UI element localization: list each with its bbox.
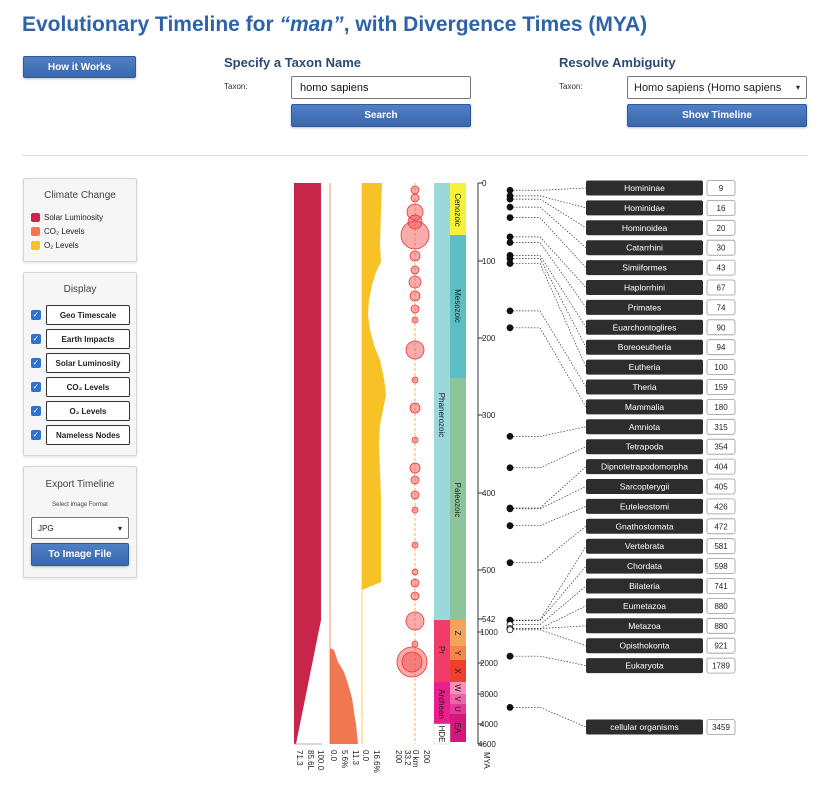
- impact-marker: [406, 612, 424, 630]
- taxon-row[interactable]: [586, 220, 735, 235]
- eon-label-proterozoic: Pr: [437, 646, 446, 654]
- toggle-earth-impacts[interactable]: Earth Impacts: [46, 329, 130, 349]
- taxon-row[interactable]: [586, 499, 735, 514]
- impact-marker: [412, 377, 418, 383]
- impact-marker: [412, 569, 418, 575]
- taxon-row[interactable]: [586, 280, 735, 295]
- taxon-connector: [510, 328, 586, 407]
- taxon-time: 100: [714, 363, 728, 373]
- taxon-row[interactable]: [586, 598, 735, 613]
- checkbox-co2-levels[interactable]: ✓: [32, 382, 40, 391]
- period-label-w: W: [453, 684, 462, 692]
- impact-marker: [412, 507, 418, 513]
- taxon-node[interactable]: [507, 240, 513, 246]
- chevron-down-icon: ▾: [117, 523, 122, 533]
- impact-marker: [412, 317, 418, 323]
- taxon-connector: [510, 255, 586, 327]
- taxon-node[interactable]: [507, 187, 513, 193]
- taxon-row[interactable]: [586, 638, 735, 653]
- taxon-name: Hominoidea: [621, 222, 668, 233]
- impact-tick-label: 33.2: [403, 750, 412, 766]
- taxon-node[interactable]: [507, 704, 513, 710]
- taxon-connector: [510, 566, 586, 620]
- taxon-time: 921: [714, 641, 728, 651]
- checkbox-earth-impacts[interactable]: ✓: [32, 334, 40, 343]
- taxon-time: 9: [718, 184, 724, 193]
- taxon-connector: [510, 487, 586, 509]
- impact-marker: [402, 652, 422, 672]
- taxon-node[interactable]: [507, 433, 513, 439]
- impact-marker: [411, 186, 419, 194]
- resolve-taxon-label: Taxon:: [559, 82, 583, 91]
- taxon-connector: [510, 199, 586, 228]
- taxon-row[interactable]: [586, 300, 735, 315]
- earth-impacts: [397, 186, 429, 677]
- impact-marker: [411, 491, 419, 499]
- toggle-o2-levels[interactable]: O₂ Levels: [46, 401, 130, 421]
- taxon-connector: [510, 447, 586, 468]
- taxon-name: Boreoeutheria: [617, 342, 672, 353]
- taxon-name: Eutheria: [628, 362, 661, 373]
- taxon-row[interactable]: [586, 519, 735, 534]
- taxon-name: Dipnotetrapodomorpha: [601, 461, 688, 472]
- taxon-row[interactable]: [586, 380, 735, 395]
- luminosity-tick-label: 85.6L: [306, 750, 315, 771]
- taxon-row[interactable]: [586, 618, 735, 633]
- taxon-name: Mammalia: [624, 401, 665, 412]
- taxon-name: Simiiformes: [622, 262, 667, 273]
- co2-tick-label: 5.6%: [340, 750, 349, 769]
- mya-tick-label: 4000: [480, 720, 498, 729]
- eon-label-phanerozoic: Phanerozoic: [437, 392, 446, 438]
- taxon-name: Primates: [627, 302, 662, 313]
- taxon-name: Amniota: [628, 421, 661, 432]
- climate-change-heading: Climate Change: [44, 190, 116, 201]
- taxon-name: Chordata: [627, 561, 662, 572]
- resolve-ambiguity-heading: Resolve Ambiguity: [559, 55, 676, 70]
- export-image-button[interactable]: To Image File: [31, 543, 129, 566]
- co2-tick-label: 11.3: [351, 750, 360, 765]
- taxon-name: Theria: [632, 382, 657, 392]
- taxon-node[interactable]: [507, 204, 513, 210]
- impact-marker: [411, 476, 419, 484]
- taxon-time: 16: [716, 203, 726, 213]
- taxon-name: Eumetazoa: [623, 600, 666, 611]
- mya-tick-label: 100: [482, 257, 496, 266]
- taxon-time: 581: [714, 542, 728, 552]
- page-title: Evolutionary Timeline for “man”, with Divergence Times (MYA): [22, 13, 648, 36]
- taxon-connector: [510, 626, 586, 629]
- impact-marker: [411, 305, 419, 313]
- mya-tick-label: 0: [482, 179, 487, 188]
- mya-tick-label: 300: [482, 411, 496, 420]
- taxon-connector: [510, 630, 586, 646]
- display-heading: Display: [63, 284, 97, 295]
- taxon-connector: [510, 656, 586, 665]
- taxon-connectors: [507, 187, 586, 727]
- eon-label-archean: Archean: [437, 689, 446, 719]
- taxon-time: 180: [714, 402, 728, 412]
- taxon-name: Hominidae: [624, 202, 665, 213]
- taxon-connector: [510, 263, 586, 367]
- toggle-solar-luminosity[interactable]: Solar Luminosity: [46, 353, 130, 373]
- taxon-row[interactable]: [586, 240, 735, 255]
- taxon-name: Euarchontoglires: [612, 322, 677, 333]
- taxon-time: 20: [716, 223, 726, 233]
- period-label-z: Z: [453, 630, 462, 636]
- impact-marker: [410, 291, 420, 301]
- taxon-connector: [510, 707, 586, 727]
- taxon-connector: [510, 259, 586, 348]
- taxon-search-input[interactable]: homo sapiens: [291, 76, 471, 99]
- taxon-connector: [510, 506, 586, 525]
- taxon-row[interactable]: [586, 181, 735, 196]
- taxon-name: Catarrhini: [626, 242, 663, 253]
- period-label-v: V: [453, 696, 462, 702]
- taxon-row[interactable]: [586, 459, 735, 474]
- checkbox-geo-timescale[interactable]: ✓: [32, 310, 40, 319]
- taxon-name: Eukaryota: [625, 660, 664, 671]
- o2-tick-label: 0.0: [361, 750, 370, 762]
- taxon-row[interactable]: [586, 260, 735, 275]
- taxon-connector: [510, 427, 586, 437]
- taxon-connector: [510, 586, 586, 625]
- taxon-connector: [510, 207, 586, 248]
- luminosity-tick-label: 100.0: [316, 750, 325, 771]
- taxon-row[interactable]: [586, 399, 735, 414]
- toggle-nameless-nodes[interactable]: Nameless Nodes: [46, 425, 130, 445]
- specify-taxon-heading: Specify a Taxon Name: [224, 55, 362, 70]
- taxon-time: 315: [714, 422, 728, 432]
- taxon-name: Tetrapoda: [625, 441, 664, 452]
- taxon-node[interactable]: [507, 627, 513, 633]
- impact-tick-label: 0 km: [411, 750, 420, 768]
- taxon-connector: [510, 237, 586, 288]
- taxon-row[interactable]: [586, 439, 735, 454]
- mya-tick-label: 4600: [478, 740, 496, 749]
- taxon-time: 74: [716, 303, 726, 313]
- era-label-cenozoic: Cenozoic: [453, 193, 462, 227]
- specify-taxon-label: Taxon:: [224, 82, 248, 91]
- o2-tick-label: 16.6%: [372, 750, 381, 773]
- taxon-connector: [510, 546, 586, 620]
- legend-co2-levels: CO₂ Levels: [31, 227, 84, 236]
- taxon-row[interactable]: [586, 658, 735, 673]
- taxon-time: 30: [716, 243, 726, 253]
- taxon-row[interactable]: [586, 200, 735, 215]
- export-format-selected: JPG: [38, 523, 54, 533]
- checkbox-o2-levels[interactable]: ✓: [32, 406, 40, 415]
- taxon-name: Euteleostomi: [619, 501, 670, 512]
- taxon-node[interactable]: [507, 234, 513, 240]
- taxon-node[interactable]: [507, 308, 513, 314]
- taxon-row[interactable]: [586, 559, 735, 574]
- taxon-time: 880: [714, 621, 728, 631]
- taxon-connector: [510, 311, 586, 387]
- era-label-mesozoic: Mesozoic: [453, 289, 462, 323]
- geo-timescale: [434, 183, 466, 744]
- taxon-row[interactable]: [586, 340, 735, 355]
- taxon-time: 741: [714, 582, 728, 591]
- taxon-connector: [510, 526, 586, 562]
- impact-marker: [412, 437, 418, 443]
- taxon-row[interactable]: [586, 320, 735, 335]
- taxon-time: 880: [714, 601, 728, 611]
- taxon-row[interactable]: [586, 579, 735, 594]
- page-title-taxon: “man”: [279, 13, 344, 36]
- co2-tick-label: 0.0: [329, 750, 338, 762]
- taxon-connector: [510, 188, 586, 190]
- taxon-connector: [510, 606, 586, 629]
- taxon-name: Opisthokonta: [619, 640, 670, 651]
- chevron-down-icon: ▾: [795, 83, 800, 92]
- taxon-name: Gnathostomata: [615, 521, 674, 532]
- impact-marker: [412, 641, 418, 647]
- mya-tick-label: 400: [482, 489, 496, 498]
- taxon-name: Haplorrhini: [623, 282, 666, 293]
- impact-tick-label: 200: [422, 750, 431, 764]
- checkbox-nameless-nodes[interactable]: ✓: [32, 430, 40, 439]
- taxon-time: 43: [716, 263, 726, 273]
- taxon-node[interactable]: [507, 260, 513, 266]
- taxon-time: 405: [714, 482, 728, 492]
- era-label-paleozoic: Paleozoic: [453, 482, 462, 518]
- search-button[interactable]: Search: [291, 104, 471, 127]
- taxon-name: cellular organisms: [610, 722, 679, 732]
- checkbox-solar-luminosity[interactable]: ✓: [32, 358, 40, 367]
- taxon-name: Homininae: [624, 183, 665, 193]
- taxon-time: 159: [714, 383, 728, 392]
- impact-marker: [410, 403, 420, 413]
- how-it-works-button[interactable]: How it Works: [23, 56, 136, 78]
- impact-marker: [409, 276, 421, 288]
- taxon-node[interactable]: [507, 523, 513, 529]
- luminosity-tick-label: 71.3: [295, 750, 304, 766]
- taxon-time: 472: [714, 522, 728, 532]
- impact-marker: [406, 341, 424, 359]
- taxon-row[interactable]: [586, 419, 735, 434]
- taxon-name: Sarcopterygii: [619, 481, 670, 492]
- taxon-connector: [510, 467, 586, 508]
- taxon-name: Metazoa: [628, 620, 661, 631]
- o2-tick-label: 200: [394, 750, 403, 764]
- impact-marker: [410, 251, 420, 261]
- legend-o2-levels: O₂ Levels: [31, 241, 79, 250]
- taxon-node[interactable]: [507, 196, 513, 202]
- impact-marker: [411, 592, 419, 600]
- taxon-node[interactable]: [507, 325, 513, 331]
- taxon-time: 354: [714, 442, 728, 452]
- taxon-row[interactable]: [586, 360, 735, 375]
- taxon-time: 1789: [712, 661, 730, 671]
- period-label-y: Y: [453, 650, 462, 656]
- solar-luminosity-area: [294, 183, 321, 744]
- taxon-time: 94: [716, 343, 726, 353]
- taxon-time: 3459: [712, 723, 730, 732]
- taxon-time: 426: [714, 502, 728, 512]
- legend-solar-luminosity: Solar Luminosity: [31, 213, 103, 222]
- toggle-co2-levels[interactable]: CO₂ Levels: [46, 377, 130, 397]
- export-format-label: Select Image Format: [52, 502, 108, 508]
- taxon-node[interactable]: [507, 465, 513, 471]
- taxon-connector: [510, 196, 586, 208]
- taxon-time: 90: [716, 323, 726, 333]
- o2-area: [362, 183, 386, 590]
- co2-area: [330, 648, 358, 744]
- show-timeline-button[interactable]: Show Timeline: [627, 104, 807, 127]
- impact-marker: [411, 579, 419, 587]
- period-label-u: U: [453, 706, 462, 712]
- impact-marker: [410, 463, 420, 473]
- impact-marker: [411, 194, 419, 202]
- resolve-taxon-selected: Homo sapiens (Homo sapiens: [634, 81, 782, 94]
- mya-tick-label: 200: [482, 334, 496, 343]
- eon-label-hadean: HDE: [437, 725, 446, 743]
- mya-tick-label: 2000: [480, 659, 498, 668]
- mya-tick-label: 3000: [480, 690, 498, 699]
- taxon-row[interactable]: [586, 720, 735, 735]
- period-label-x: X: [453, 668, 462, 674]
- mya-tick-label: 1000: [480, 628, 498, 637]
- impact-marker: [412, 542, 418, 548]
- taxon-connector: [510, 218, 586, 268]
- export-heading: Export Timeline: [45, 479, 115, 490]
- bottom-axis-labels: [295, 750, 431, 773]
- taxon-row[interactable]: [586, 479, 735, 494]
- taxon-time: 404: [714, 462, 728, 472]
- taxon-time: 67: [716, 283, 726, 293]
- mya-axis: [478, 179, 498, 769]
- taxon-row[interactable]: [586, 539, 735, 554]
- taxon-node[interactable]: [507, 653, 513, 659]
- mya-unit-label: MYA: [482, 752, 491, 769]
- mya-tick-label: 500: [482, 566, 496, 575]
- taxon-name: Bilateria: [629, 581, 660, 591]
- taxon-node[interactable]: [507, 560, 513, 566]
- impact-marker: [401, 221, 429, 249]
- toggle-geo-timescale[interactable]: Geo Timescale: [46, 305, 130, 325]
- taxon-name: Vertebrata: [624, 541, 665, 552]
- period-label-ea: EA: [453, 722, 462, 734]
- taxon-time: 598: [714, 562, 728, 572]
- taxon-node[interactable]: [507, 215, 513, 221]
- taxon-list: [586, 181, 735, 735]
- mya-tick-label: 542: [482, 615, 496, 624]
- taxon-node[interactable]: [507, 506, 513, 512]
- impact-marker: [411, 266, 419, 274]
